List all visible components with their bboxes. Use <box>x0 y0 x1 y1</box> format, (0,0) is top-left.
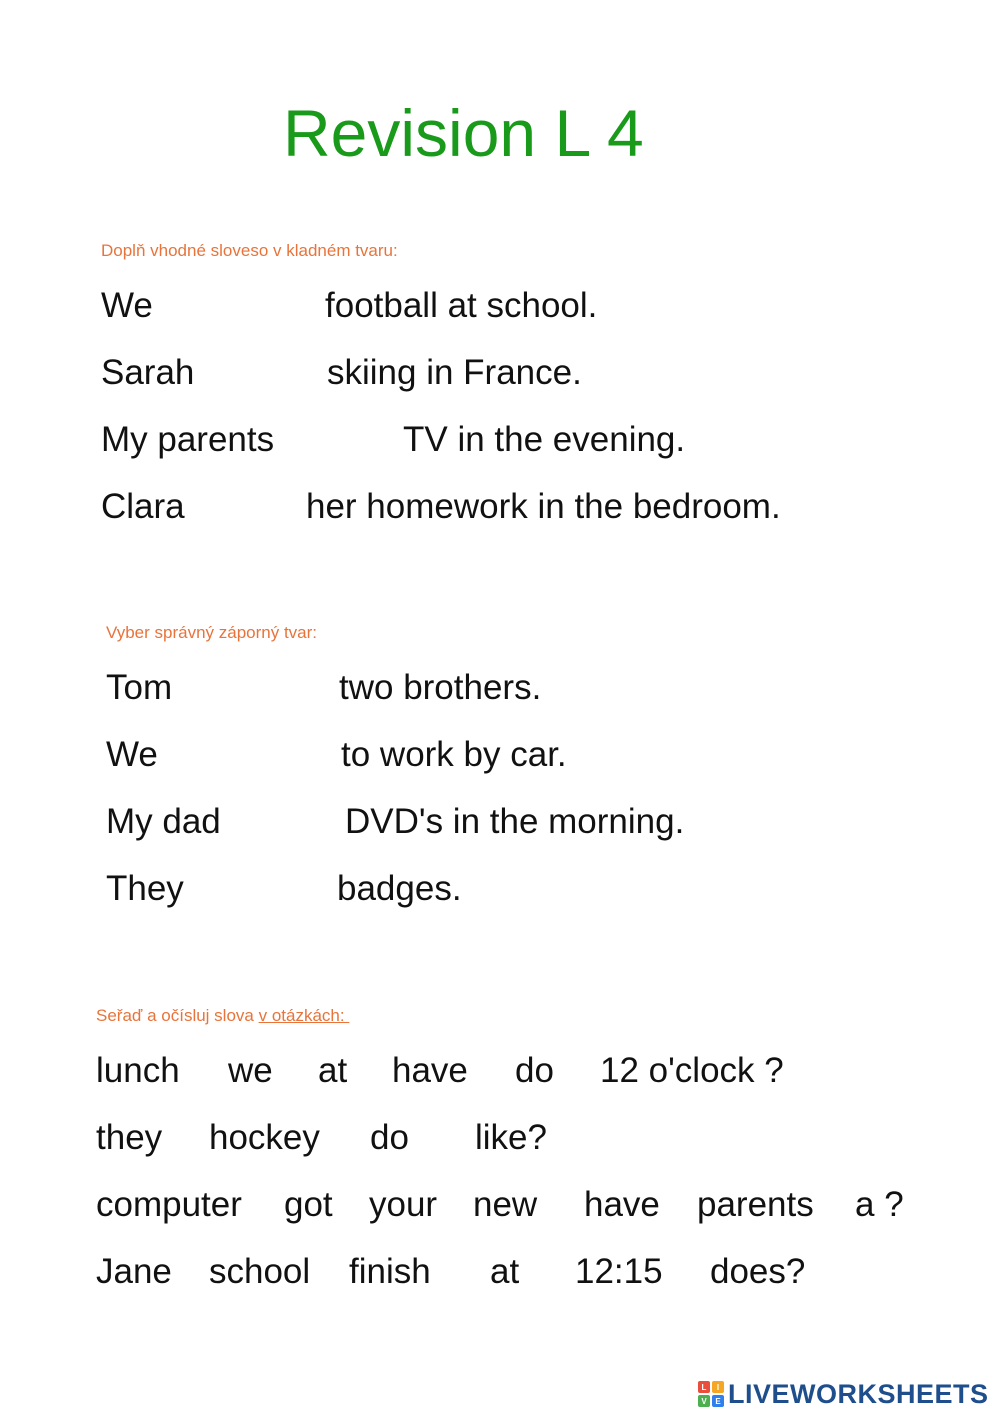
word-chip: we <box>228 1051 273 1090</box>
word-chip: 12 o'clock ? <box>600 1051 784 1090</box>
sentence-subject: My dad <box>106 802 221 841</box>
word-chip: finish <box>349 1252 431 1291</box>
word-chip: parents <box>697 1185 814 1224</box>
liveworksheets-logo[interactable] <box>698 1379 989 1409</box>
sentence-subject: We <box>101 286 153 325</box>
word-chip: a ? <box>855 1185 904 1224</box>
sentence-rest: her homework in the bedroom. <box>306 487 781 526</box>
word-chip: new <box>473 1185 538 1224</box>
sentence-rest: two brothers. <box>339 668 542 707</box>
word-chip: 12:15 <box>575 1252 663 1291</box>
word-chip: does? <box>710 1252 806 1291</box>
instruction-negative: Vyber správný záporný tvar: <box>106 623 318 642</box>
word-chip: have <box>392 1051 468 1090</box>
word-chip: got <box>284 1185 333 1224</box>
sentence-subject: My parents <box>101 420 275 459</box>
word-chip: do <box>370 1118 409 1157</box>
word-chip: do <box>515 1051 554 1090</box>
instruction-underlined: v otázkách: <box>258 1006 350 1025</box>
word-chip: they <box>96 1118 163 1157</box>
sentence-subject: They <box>106 869 184 908</box>
word-chip: hockey <box>209 1118 320 1157</box>
sentence-subject: Clara <box>101 487 185 526</box>
sentence-rest: skiing in France. <box>327 353 582 392</box>
word-chip: at <box>318 1051 348 1090</box>
word-chip: your <box>369 1185 438 1224</box>
word-chip: like? <box>475 1118 547 1157</box>
sentence-rest: badges. <box>337 869 462 908</box>
sentence-rest: to work by car. <box>341 735 567 774</box>
sentence-rest: TV in the evening. <box>403 420 686 459</box>
logo-text: LIVEWORKSHEETS <box>728 1378 989 1409</box>
instruction-text: Seřaď a očísluj slova <box>96 1006 259 1025</box>
word-chip: lunch <box>96 1051 180 1090</box>
sentence-subject: Tom <box>106 668 173 707</box>
sentence-subject: We <box>106 735 158 774</box>
logo-mark-icon <box>698 1381 724 1407</box>
sentence-rest: football at school. <box>325 286 598 325</box>
instruction-affirmative: Doplň vhodné sloveso v kladném tvaru: <box>101 241 398 260</box>
logo-letter-e: E <box>712 1395 724 1407</box>
word-chip: Jane <box>96 1252 172 1291</box>
page-title: Revision L 4 <box>283 96 644 170</box>
word-chip: have <box>584 1185 660 1224</box>
word-chip: school <box>209 1252 311 1291</box>
logo-letter-v: V <box>698 1395 710 1407</box>
word-chip: computer <box>96 1185 242 1224</box>
sentence-rest: DVD's in the morning. <box>345 802 685 841</box>
word-chip: at <box>490 1252 520 1291</box>
logo-letter-i: I <box>712 1381 724 1393</box>
logo-letter-l: L <box>698 1381 710 1393</box>
instruction-word-order <box>96 1007 349 1024</box>
sentence-subject: Sarah <box>101 353 195 392</box>
